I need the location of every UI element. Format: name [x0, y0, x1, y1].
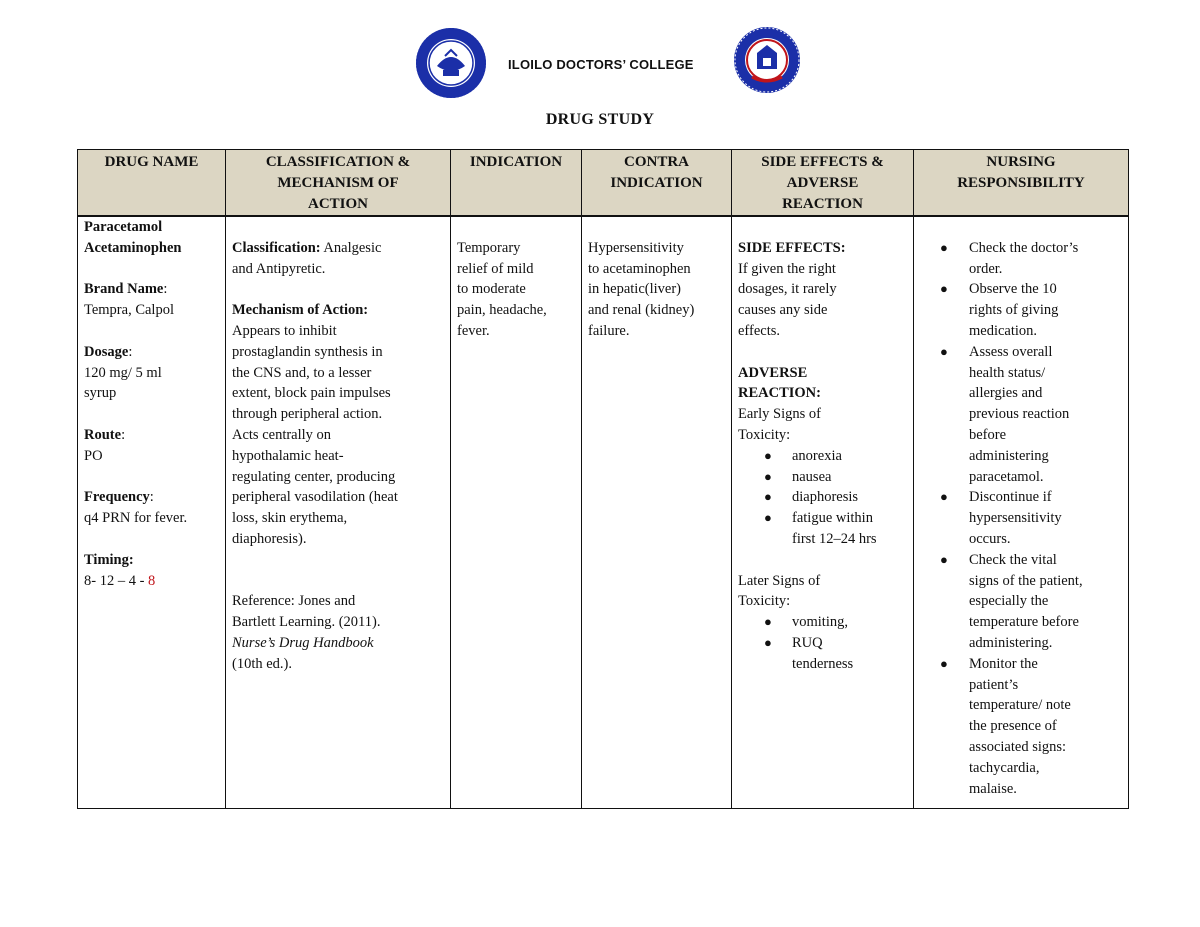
- college-seal-logo: [414, 26, 488, 100]
- list-item: ● diaphoresis: [738, 487, 907, 508]
- bullet-icon: ●: [940, 551, 948, 567]
- college-name: ILOILO DOCTORS’ COLLEGE: [508, 57, 694, 72]
- table-row: [78, 216, 1129, 809]
- brand-name: Brand Name:: [84, 281, 168, 298]
- bullet-icon: ●: [764, 468, 772, 484]
- frequency: Frequency:: [84, 489, 154, 506]
- bullet-icon: ●: [940, 655, 948, 671]
- header-classification: CLASSIFICATION & MECHANISM OF ACTION: [226, 150, 451, 217]
- list-item: ● Discontinue if hypersensitivity occurs.: [940, 489, 1062, 547]
- list-item: ● vomiting,: [738, 612, 907, 633]
- bullet-icon: ●: [940, 239, 948, 255]
- bullet-icon: ●: [764, 614, 772, 630]
- nursing-seal-logo: [732, 25, 802, 95]
- later-signs-list: [738, 612, 907, 674]
- side-effects-cell: SIDE EFFECTS: If given the right dosages, it rarely causes any side effects. ADVERSE REACTION: Early Signs of Toxicity: ● anorexia ● nausea ● diaphoresis ● fatigue within first 12–24 hrs Later Signs of Toxicity: ● vomiting, ● RUQ tenderness: [732, 216, 914, 809]
- route-value: PO: [84, 447, 103, 464]
- dosage-value: 120 mg/ 5 ml: [84, 364, 162, 381]
- mechanism-text: Appears to inhibit prostaglandin synthesis in the CNS and, to a lesser extent, block pain impulses through peripheral action. Acts centrally on hypothalamic heat- regulating center, producing peripheral vasodilation (heat loss, skin erythema, diaphoresis).: [232, 322, 398, 547]
- list-item: ● anorexia: [738, 446, 907, 467]
- header-indication: INDICATION: [451, 150, 582, 217]
- dosage: Dosage:: [84, 343, 133, 360]
- list-item: ● Assess overall health status/ allergies and previous reaction before administering paracetamol.: [940, 343, 1070, 485]
- document-header: [0, 0, 1200, 140]
- bullet-icon: ●: [940, 343, 948, 359]
- list-item: ● fatigue within first 12–24 hrs: [764, 510, 877, 547]
- nursing-list: [920, 238, 1122, 800]
- drug-name-cell: [78, 216, 226, 809]
- generic-name-alt: Acetaminophen: [84, 239, 182, 256]
- table-header-row: [78, 150, 1129, 217]
- timing-value: 8- 12 – 4 - 8: [84, 572, 156, 589]
- list-item: ● RUQ tenderness: [764, 634, 854, 672]
- drug-study-table: [77, 149, 1129, 809]
- timing-label: Timing:: [84, 551, 134, 568]
- dosage-form: syrup: [84, 385, 117, 402]
- bullet-icon: ●: [764, 447, 772, 463]
- indication-cell: Temporary relief of mild to moderate pain, headache, fever.: [451, 216, 582, 809]
- list-item: ● Monitor the patient’s temperature/ note the presence of associated signs: tachycardia, malaise.: [940, 655, 1071, 797]
- header-drug-name: DRUG NAME: [78, 150, 226, 217]
- generic-name: Paracetamol: [84, 219, 163, 235]
- bullet-icon: ●: [764, 510, 772, 526]
- list-item: ● Observe the 10 rights of giving medication.: [940, 281, 1059, 339]
- list-item: ● nausea: [738, 467, 907, 488]
- bullet-icon: ●: [940, 281, 948, 297]
- list-item: ● Check the doctor’s order.: [940, 239, 1079, 277]
- bullet-icon: ●: [764, 489, 772, 505]
- nursing-responsibility-cell: [914, 216, 1129, 809]
- mechanism-label: Mechanism of Action:: [232, 302, 369, 319]
- list-item: ● Check the vital signs of the patient, especially the temperature before administering.: [940, 551, 1083, 651]
- bullet-icon: ●: [940, 489, 948, 505]
- header-side-effects: SIDE EFFECTS & ADVERSE REACTION: [732, 150, 914, 217]
- early-signs-list: [738, 446, 907, 550]
- document-title: DRUG STUDY: [545, 111, 655, 128]
- classification-line: and Antipyretic.: [232, 260, 326, 277]
- header-nursing-responsibility: NURSING RESPONSIBILITY: [914, 150, 1129, 217]
- route: Route:: [84, 426, 126, 443]
- contraindication-cell: Hypersensitivity to acetaminophen in hepatic(liver) and renal (kidney) failure.: [582, 216, 732, 809]
- bullet-icon: ●: [764, 634, 772, 650]
- classification: Classification: Analgesic: [232, 239, 382, 256]
- side-effects-label: SIDE EFFECTS:: [738, 239, 846, 256]
- frequency-value: q4 PRN for fever.: [84, 510, 188, 527]
- header-contraindication: CONTRA INDICATION: [582, 150, 732, 217]
- reference: Reference: Jones and Bartlett Learning. (2011). Nurse’s Drug Handbook (10th ed.).: [232, 593, 381, 672]
- brand-value: Tempra, Calpol: [84, 302, 174, 319]
- classification-cell: [226, 216, 451, 809]
